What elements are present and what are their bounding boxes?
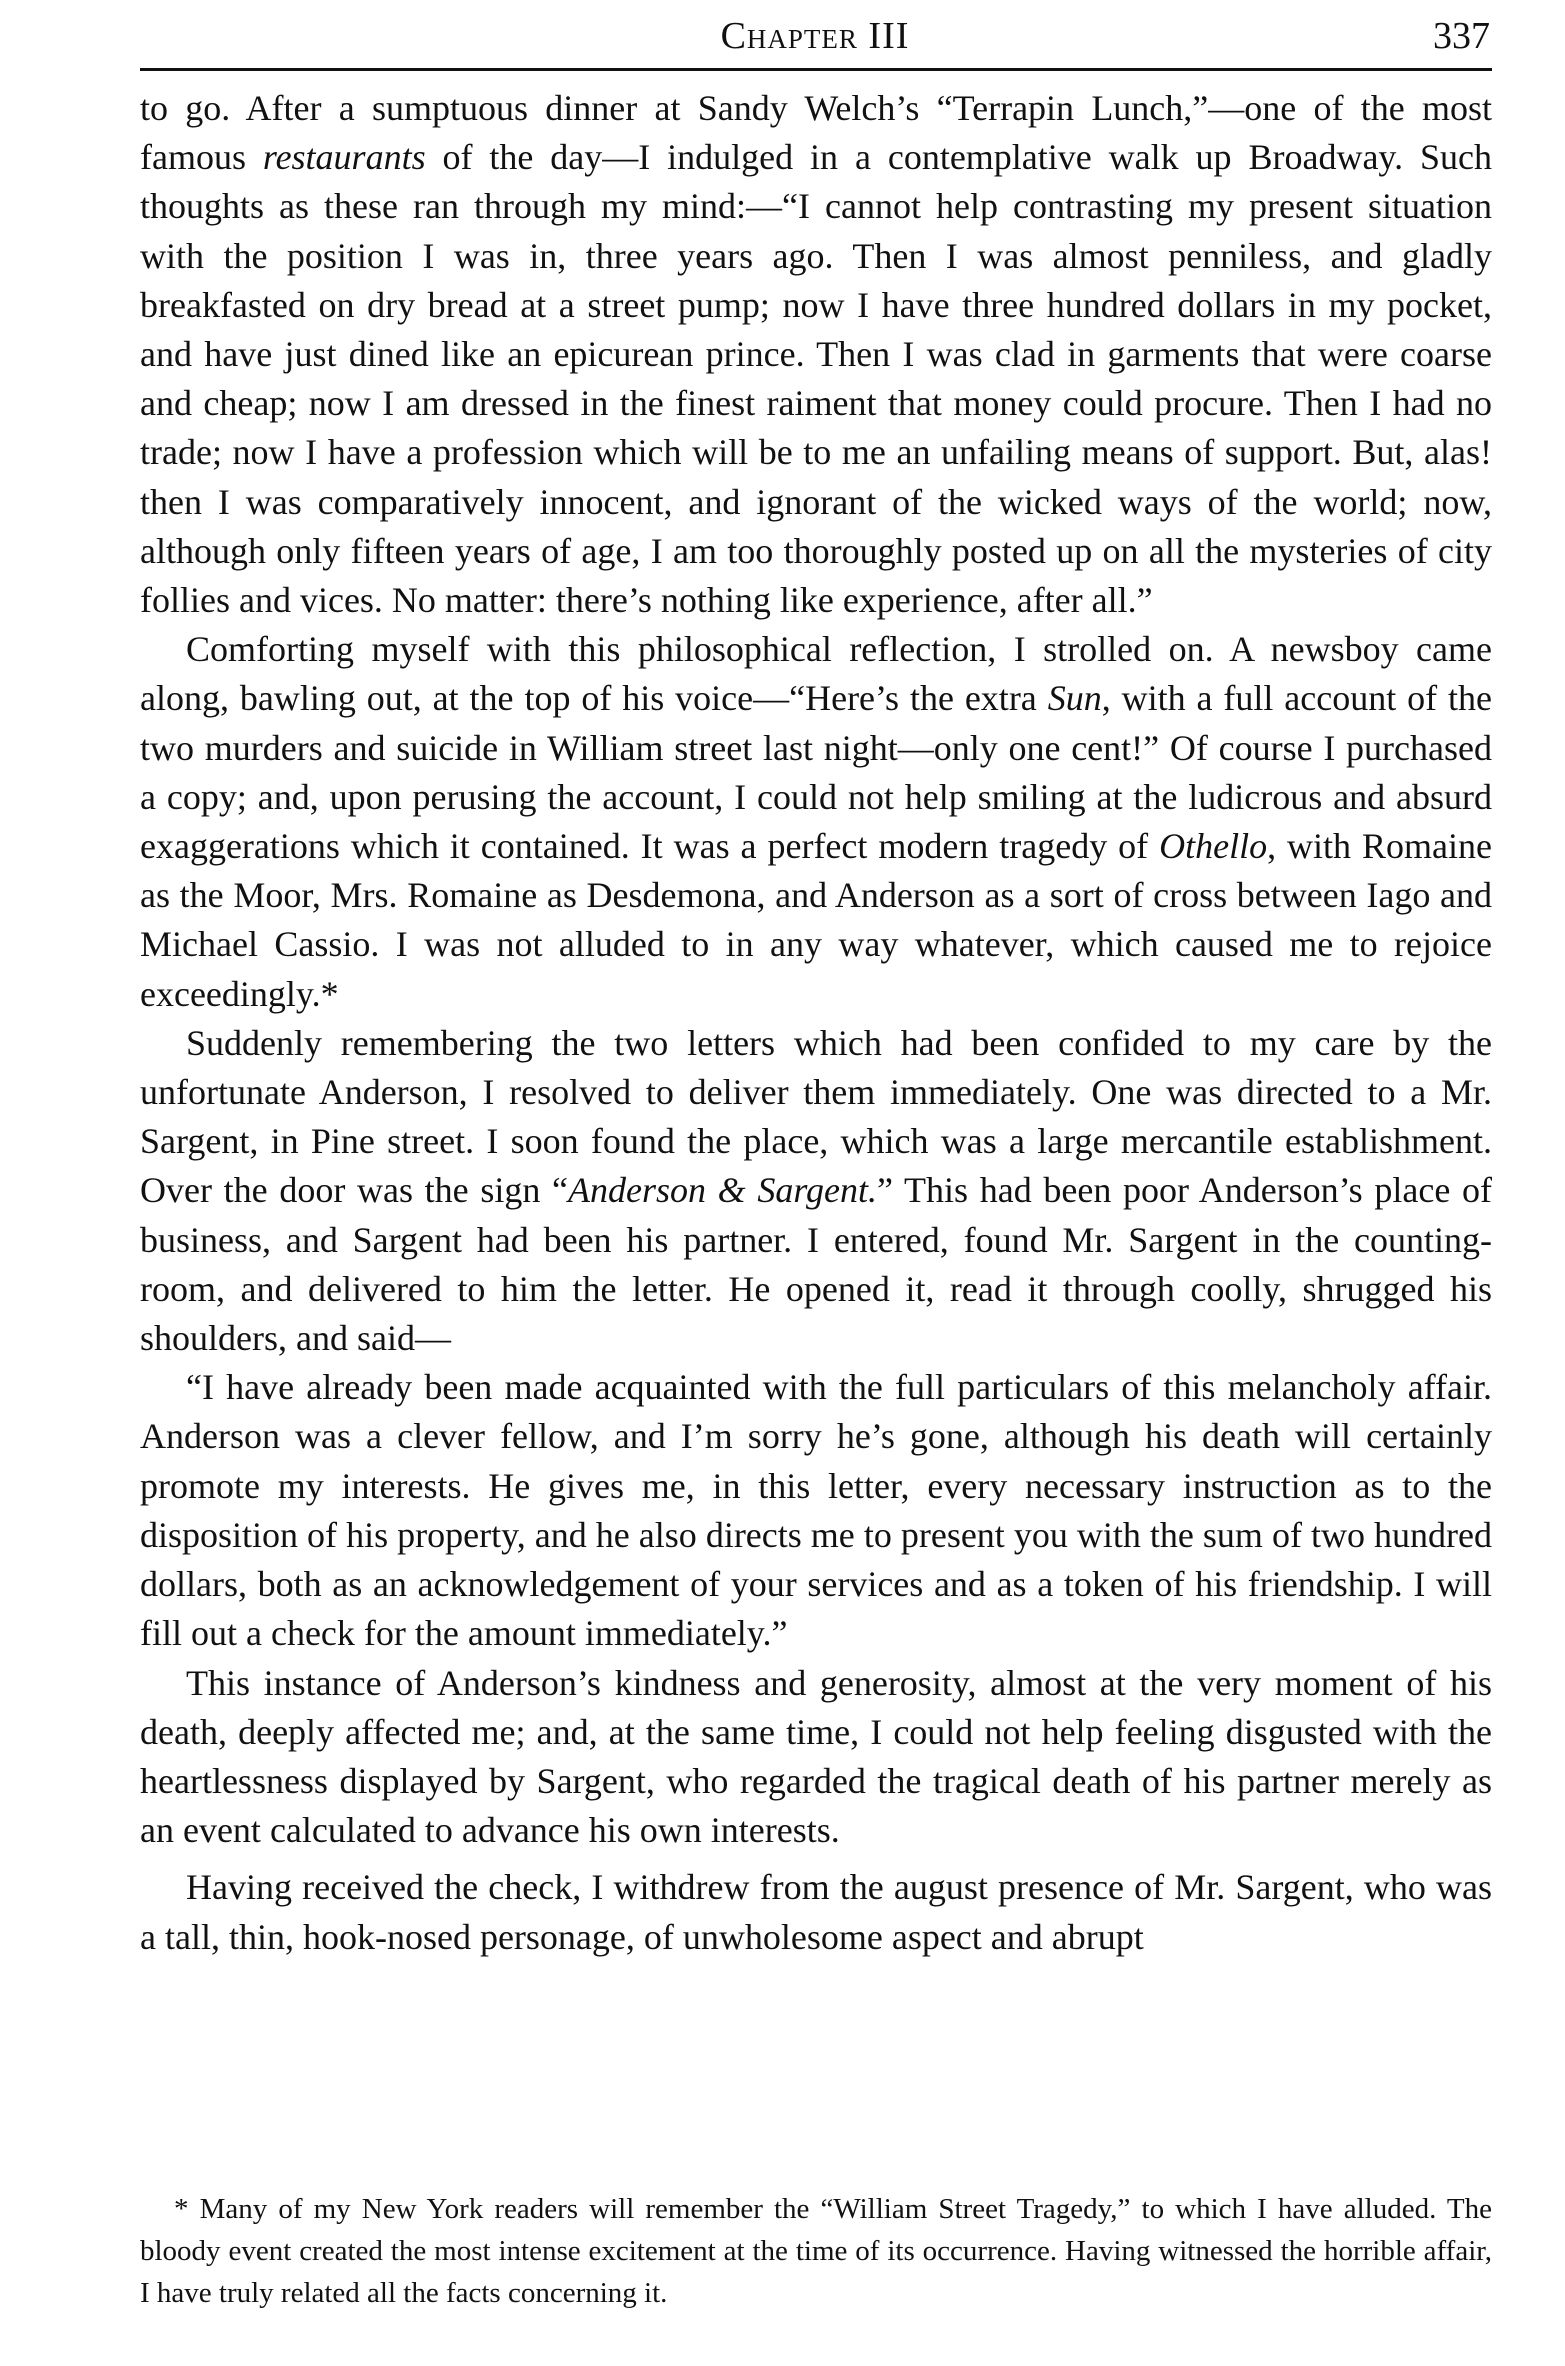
paragraph <box>140 1363 1492 1658</box>
italic-text: Othello <box>1159 826 1268 867</box>
page-header <box>140 14 1490 64</box>
paragraph <box>140 84 1492 625</box>
text-run: Having received the check, I withdrew from the august presence of Mr. Sargent, who was a tall, thin, hook-nosed personage, of unwholesome aspect and abrupt <box>140 1867 1492 1957</box>
header-rule <box>140 68 1492 71</box>
text-run: Suddenly remembering the two letters which had been confided to my care by the unfortunate Anderson, I resolved to deliver them immediately. One was directed to a Mr. Sargent, in Pine street. I soon found the place, which was a large mercantile establishment. Over the door was the sign “ <box>140 1022 1492 1211</box>
text-run: “I have already been made acquainted with the full particulars of this melancholy affair. Anderson was a clever fellow, and I’m sorry he’s gone, although his death will certainly promote my interests. He gives me, in this letter, every necessary instruction as to the disposition of his property, and he also directs me to present you with the sum of two hundred dollars, both as an acknowledgement of your services and as a token of his friendship. I will fill out a check for the amount immediately.” <box>140 1367 1492 1654</box>
footnote-text: * Many of my New York readers will remember the “William Street Tragedy,” to which I have alluded. The bloody event created the most intense excitement at the time of its occurrence. Having witnessed the horrible affair, I have truly related all the facts concerning it. <box>140 2193 1492 2309</box>
text-run: , with a full account of the two murders and suicide in William street last night—only one cent!” Of course I purchased a copy; and, upon perusing the account, I could not help smiling at the ludicrous and absurd exaggerations which it contained. It was a perfect modern tragedy of <box>140 678 1492 867</box>
paragraph <box>140 1659 1492 1856</box>
paragraph <box>140 1019 1492 1363</box>
paragraph <box>140 625 1492 1019</box>
footnote <box>140 2188 1492 2314</box>
italic-text: Sun <box>1047 678 1102 719</box>
text-run: Comforting myself with this philosophical reflection, I strolled on. A newsboy came along, bawling out, at the top of his voice—“Here’s the extra <box>140 629 1492 719</box>
italic-text: restaurants <box>262 137 426 178</box>
text-run: of the day—I indulged in a contemplative walk up Broadway. Such thoughts as these ran through my mind:—“I cannot help contrasting my present situation with the position I was in, three years ago. Then I was almost penniless, and gladly breakfasted on dry bread at a street pump; now I have three hundred dollars in my pocket, and have just dined like an epicurean prince. Then I was clad in garments that were coarse and cheap; now I am dressed in the finest raiment that money could procure. Then I had no trade; now I have a profession which will be to me an unfailing means of support. But, alas! then I was comparatively innocent, and ignorant of the wicked ways of the world; now, although only fifteen years of age, I am too thoroughly posted up on all the mysteries of city follies and vices. No matter: there’s nothing like experience, after all.” <box>140 137 1492 621</box>
paragraph <box>140 1863 1492 1961</box>
text-run: ” This had been poor Anderson’s place of business, and Sargent had been his partner. I entered, found Mr. Sargent in the counting-room, and delivered to him the letter. He opened it, read it through coolly, shrugged his shoulders, and said— <box>140 1170 1492 1359</box>
page-number: 337 <box>1433 15 1490 57</box>
running-head: Chapter III <box>720 15 910 57</box>
text-run: , with Romaine as the Moor, Mrs. Romaine as Desdemona, and Anderson as a sort of cross between Iago and Michael Cassio. I was not alluded to in any way whatever, which caused me to rejoice exceedingly.* <box>140 826 1492 1014</box>
text-run: to go. After a sumptuous dinner at Sandy Welch’s “Terrapin Lunch,”—one of the most famous <box>140 88 1492 178</box>
text-run: This instance of Anderson’s kindness and generosity, almost at the very moment of his death, deeply affected me; and, at the same time, I could not help feeling disgusted with the heartlessness displayed by Sargent, who regarded the tragical death of his partner merely as an event calculated to advance his own interests. <box>140 1662 1492 1851</box>
italic-text: Anderson & Sargent. <box>568 1170 878 1211</box>
body-text <box>140 84 1492 1962</box>
